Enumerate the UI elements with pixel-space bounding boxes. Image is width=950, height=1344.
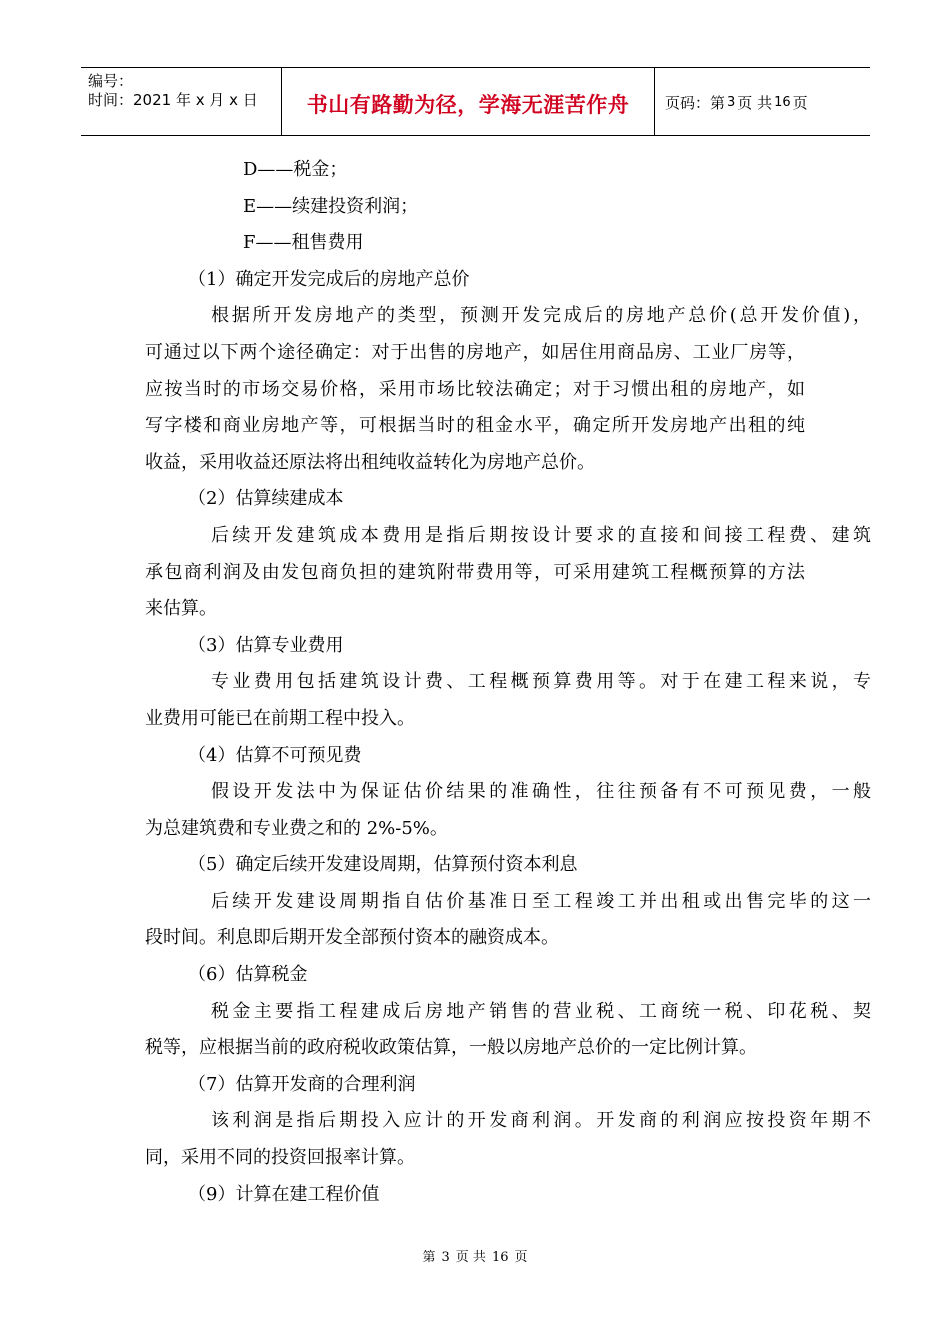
paragraph-line: 收益，采用收益还原法将出租纯收益转化为房地产总价。 <box>145 451 595 473</box>
paragraph-line: 根据所开发房地产的类型，预测开发完成后的房地产总价(总开发价值)， <box>211 305 871 327</box>
page-label-prefix: 页码：第 <box>665 94 726 112</box>
header-motto: 书山有路勤为径，学海无涯苦作舟 <box>306 92 630 117</box>
paragraph-line: 写字楼和商业房地产等，可根据当时的租金水平，确定所开发房地产出租的纯 <box>145 415 805 437</box>
definition-d: D——税金； <box>243 159 348 180</box>
paragraph-line: 专业费用包括建筑设计费、工程概预算费用等。对于在建工程来说，专 <box>211 671 871 693</box>
paragraph-line: 应按当时的市场交易价格，采用市场比较法确定；对于习惯出租的房地产，如 <box>145 378 805 400</box>
paragraph-line: 假设开发法中为保证估价结果的准确性，往往预备有不可预见费，一般 <box>211 781 871 803</box>
page-current: 3 <box>727 95 736 110</box>
section-heading-2: （2）估算续建成本 <box>188 488 344 510</box>
section-heading-7: （7）估算开发商的合理利润 <box>188 1073 416 1095</box>
section-heading-3: （3）估算专业费用 <box>188 634 344 656</box>
paragraph-line: 该利润是指后期投入应计的开发商利润。开发商的利润应按投资年期不 <box>211 1110 871 1132</box>
section-heading-4: （4）估算不可预见费 <box>188 744 362 766</box>
paragraph-line: 段时间。利息即后期开发全部预付资本的融资成本。 <box>145 927 559 949</box>
paragraph-line: 税金主要指工程建成后房地产销售的营业税、工商统一税、印花税、契 <box>211 1000 871 1022</box>
paragraph-line: 为总建筑费和专业费之和的 2%-5%。 <box>145 817 448 839</box>
paragraph-line: 后续开发建筑成本费用是指后期按设计要求的直接和间接工程费、建筑 <box>211 524 871 546</box>
footer-mid: 页 共 <box>455 1250 486 1265</box>
section-heading-5: （5）确定后续开发建设周期，估算预付资本利息 <box>188 854 578 876</box>
header-page-info <box>655 68 870 135</box>
section-heading-9: （9）计算在建工程价值 <box>188 1183 380 1205</box>
page-header <box>81 67 870 136</box>
paragraph-line: 税等，应根据当前的政府税收政策估算，一般以房地产总价的一定比例计算。 <box>145 1037 757 1059</box>
paragraph-line: 后续开发建设周期指自估价基准日至工程竣工并出租或出售完毕的这一 <box>211 890 871 912</box>
header-meta <box>81 68 282 135</box>
page-total: 16 <box>774 95 791 110</box>
document-body <box>145 152 871 1213</box>
paragraph-line: 可通过以下两个途径确定：对于出售的房地产，如居住用商品房、工业厂房等， <box>145 341 805 363</box>
header-motto-cell <box>282 68 655 135</box>
paragraph-line: 业费用可能已在前期工程中投入。 <box>145 707 415 729</box>
paragraph-line: 来估算。 <box>145 598 217 620</box>
page-footer <box>0 1246 950 1265</box>
page-label-suffix: 页 <box>792 94 808 112</box>
document-time: 时间：2021 年 x 月 x 日 <box>88 91 258 109</box>
footer-suffix: 页 <box>514 1250 528 1265</box>
paragraph-line: 同，采用不同的投资回报率计算。 <box>145 1147 415 1169</box>
footer-prefix: 第 <box>422 1250 436 1265</box>
page-label-mid: 页 共 <box>737 94 773 112</box>
definition-e: E——续建投资利润； <box>243 195 419 217</box>
section-heading-6: （6）估算税金 <box>188 964 308 986</box>
document-number-label: 编号： <box>88 72 134 90</box>
footer-current-page: 3 <box>441 1250 450 1265</box>
paragraph-line: 承包商利润及由发包商负担的建筑附带费用等，可采用建筑工程概预算的方法 <box>145 561 805 583</box>
definition-f: F——租售费用 <box>243 232 364 254</box>
footer-total-pages: 16 <box>491 1250 509 1265</box>
section-heading-1: （1）确定开发完成后的房地产总价 <box>188 268 470 290</box>
